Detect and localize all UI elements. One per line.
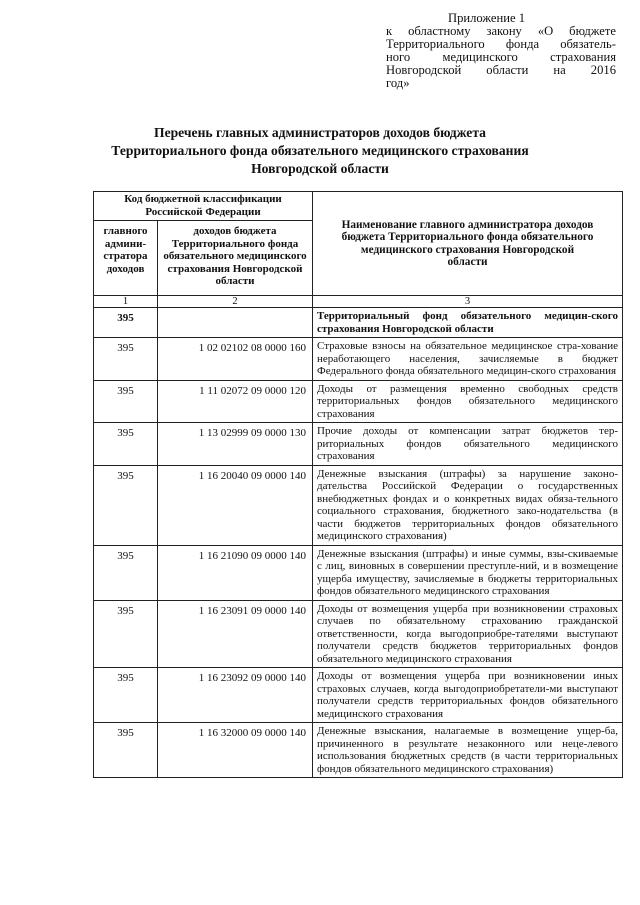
header-code-group: Код бюджетной классификации Российской Федерации — [94, 192, 313, 221]
appendix-label: Приложение 1 — [448, 11, 526, 25]
administrators-table — [93, 191, 623, 778]
revenue-code-cell: 1 16 20040 09 0000 140 — [158, 465, 313, 545]
revenue-name-cell: Денежные взыскания, налагаемые в возмещение ущер-ба, причиненного в результате незаконного или неце-левого использования бюджетных средств (в части территориальных фондов обязательного медицинского страхования) — [313, 723, 623, 778]
table-row — [94, 338, 623, 381]
table-row — [94, 723, 623, 778]
column-number: 3 — [313, 296, 623, 308]
revenue-name-cell: Прочие доходы от компенсации затрат бюджетов тер-риториальных фондов обязательного медицинского страхования — [313, 423, 623, 466]
revenue-name-cell: Доходы от возмещения ущерба при возникновении страховых случаев по обязательному страхованию гражданской ответственности, когда выгодоприобре-тателями выступают получатели средств бюджетов территориальных фондов обязательного медицинского страхования — [313, 600, 623, 668]
header-name: Наименование главного администратора доходов бюджета Территориального фонда обязательного медицинского страхования Новгородской области — [313, 192, 623, 296]
revenue-code-cell: 1 16 23091 09 0000 140 — [158, 600, 313, 668]
table-row — [94, 423, 623, 466]
revenue-code-cell: 1 16 21090 09 0000 140 — [158, 545, 313, 600]
appendix-line: Новгородской области на 2016 — [386, 63, 616, 77]
revenue-code-cell: 1 02 02102 08 0000 160 — [158, 338, 313, 381]
admin-code-cell: 395 — [94, 545, 158, 600]
admin-code-cell: 395 — [94, 668, 158, 723]
revenue-code-cell — [158, 308, 313, 338]
column-number: 1 — [94, 296, 158, 308]
table-row — [94, 465, 623, 545]
page-title: Перечень главных администраторов доходов бюджета Территориального фонда обязательного медицинского страхования Новгородской области — [111, 125, 529, 176]
admin-code-cell: 395 — [94, 380, 158, 423]
column-number: 2 — [158, 296, 313, 308]
table-row — [94, 545, 623, 600]
admin-code-cell: 395 — [94, 600, 158, 668]
revenue-code-cell: 1 16 32000 09 0000 140 — [158, 723, 313, 778]
admin-code-cell: 395 — [94, 423, 158, 466]
appendix-line: год» — [386, 76, 410, 90]
admin-code-cell: 395 — [94, 465, 158, 545]
revenue-code-cell: 1 11 02072 09 0000 120 — [158, 380, 313, 423]
revenue-code-cell: 1 16 23092 09 0000 140 — [158, 668, 313, 723]
admin-code-cell: 395 — [94, 723, 158, 778]
revenue-name-cell: Доходы от возмещения ущерба при возникновении иных страховых случаев, когда выгодоприобретатели-ми выступают получатели средств территориальных фондов обязательного медицинского страхования — [313, 668, 623, 723]
revenue-name-cell: Денежные взыскания (штрафы) за нарушение законо-дательства Российской Федерации о государственных внебюджетных фондах и о конкретных видах обяза-тельного социального страхования, бюджетного зако-нодательства (в части бюджетов территориальных фондов обязательного медицинского страхования) — [313, 465, 623, 545]
revenue-name-cell: Денежные взыскания (штрафы) и иные суммы, взы-скиваемые с лиц, виновных в совершении преступле-ний, и в возмещение ущерба имуществу, зачисляемые в бюджеты территориальных фондов обязательного медицинского страхования — [313, 545, 623, 600]
table-row — [94, 600, 623, 668]
appendix-line: Территориального фонда обязатель- — [386, 37, 616, 51]
revenue-name-cell: Доходы от размещения временно свободных средств территориальных фондов обязательного медицинского страхования — [313, 380, 623, 423]
table-header-row — [94, 192, 623, 221]
appendix-line: ного медицинского страхования — [386, 50, 616, 64]
table-row — [94, 668, 623, 723]
admin-code-cell: 395 — [94, 338, 158, 381]
column-numbers-row — [94, 296, 623, 308]
appendix-line: к областному закону «О бюджете — [386, 24, 616, 38]
revenue-code-cell: 1 13 02999 09 0000 130 — [158, 423, 313, 466]
header-admin-code: главного админи-стратора доходов — [94, 221, 158, 296]
revenue-name-cell: Территориальный фонд обязательного медицин-ского страхования Новгородской области — [313, 308, 623, 338]
table-row — [94, 308, 623, 338]
revenue-name-cell: Страховые взносы на обязательное медицинское стра-хование неработающего населения, зачисляемые в бюджет Федерального фонда обязательного медицин-ского страхования — [313, 338, 623, 381]
admin-code-cell: 395 — [94, 308, 158, 338]
table-row — [94, 380, 623, 423]
header-revenue-code: доходов бюджета Территориального фонда обязательного медицинского страхования Новгородской области — [158, 221, 313, 296]
appendix-note — [386, 12, 616, 90]
